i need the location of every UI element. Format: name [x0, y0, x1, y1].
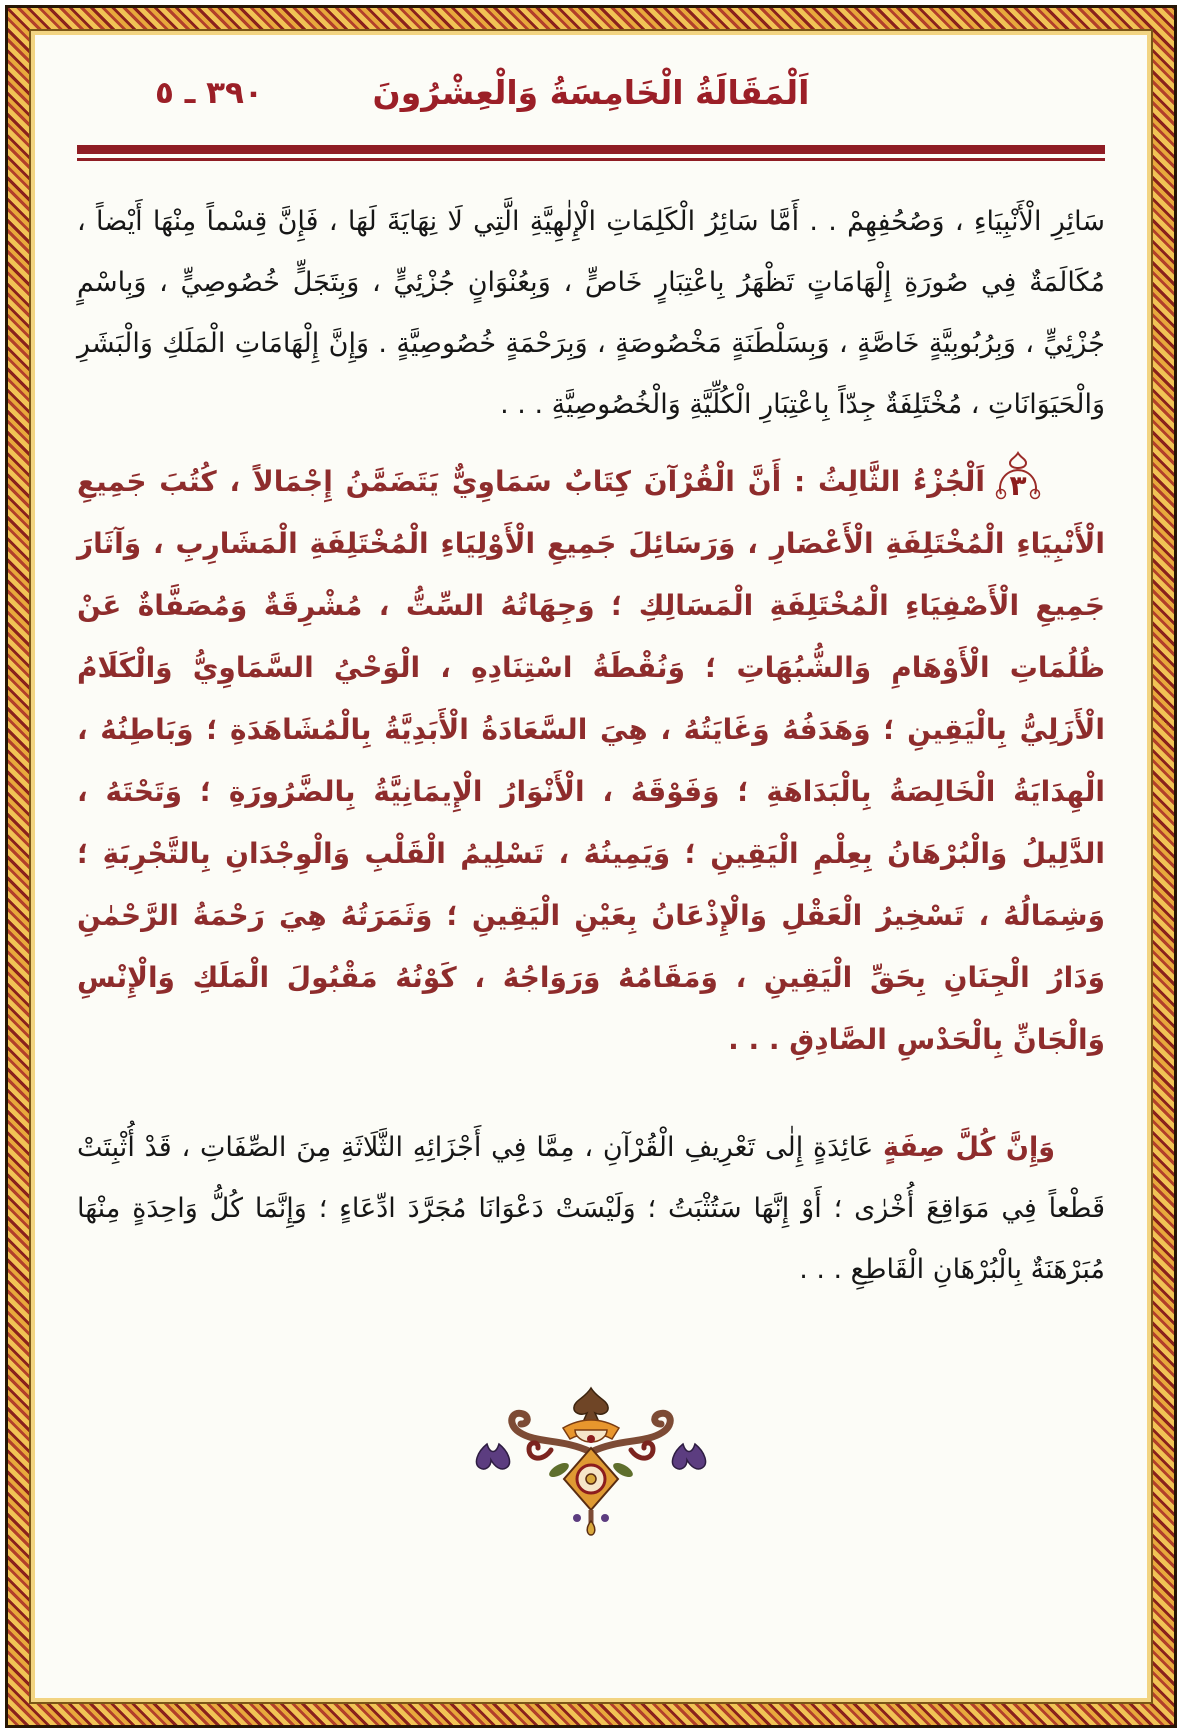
page-number: ٣٩٠ ـ ٥	[155, 75, 263, 111]
content-area	[29, 29, 1153, 1704]
pendant-drop	[587, 1521, 595, 1535]
red-drop	[587, 1435, 595, 1443]
red-spiral-right	[529, 1443, 551, 1458]
header-rule-thin	[77, 158, 1105, 161]
ornamental-border	[5, 5, 1177, 1728]
pendant-bead-right	[573, 1514, 581, 1522]
page-header	[77, 59, 1105, 137]
header-rule-thick	[77, 145, 1105, 154]
red-spiral-left	[631, 1443, 653, 1458]
closing-lead-red: وَإِنَّ كُلَّ صِفَةٍ	[883, 1132, 1055, 1163]
page-title: اَلْمَقَالَةُ الْخَامِسَةُ وَالْعِشْرُونَ	[372, 73, 810, 112]
closing-text: عَائِدَةٍ إِلٰى تَعْرِيفِ الْقُرْآنِ ، مِمَّا فِي أَجْزَائِهِ الثَّلَاثَةِ مِنَ الصِّفَاتِ ، قَدْ أُثْبِتَتْ قَطْعاً فِي مَوَاقِعَ أُخْرٰى ؛ أَوْ إِنَّهَا سَتُثْبَتُ ؛ وَلَيْسَتْ دَعْوَانَا مُجَرَّدَ ادِّعَاءٍ ؛ وَإِنَّمَا كُلُّ وَاحِدَةٍ مِنْهَا مُبَرْهَنَةٌ بِالْبُرْهَانِ الْقَاطِعِ . . .	[77, 1132, 1105, 1285]
pendant-bead-left	[601, 1514, 609, 1522]
section-text: اَلْجُزْءُ الثَّالِثُ : أَنَّ الْقُرْآنَ كِتَابٌ سَمَاوِيٌّ يَتَضَمَّنُ إِجْمَالاً ، كُتُبَ جَمِيعِ الْأَنْبِيَاءِ الْمُخْتَلِفَةِ الْأَعْصَارِ ، وَرَسَائِلَ جَمِيعِ الْأَوْلِيَاءِ الْمُخْتَلِفَةِ الْمَشَارِبِ ، وَآثَارَ جَمِيعِ الْأَصْفِيَاءِ الْمُخْتَلِفَةِ الْمَسَالِكِ ؛ وَجِهَاتُهُ السِّتُّ ، مُشْرِقَةٌ وَمُصَفَّاةٌ عَنْ ظُلُمَاتِ الْأَوْهَامِ وَالشُّبُهَاتِ ؛ وَنُقْطَةُ اسْتِنَادِهِ ، الْوَحْيُ السَّمَاوِيُّ وَالْكَلَامُ الْأَزَلِيُّ بِالْيَقِينِ ؛ وَهَدَفُهُ وَغَايَتُهُ ، هِيَ السَّعَادَةُ الْأَبَدِيَّةُ بِالْمُشَاهَدَةِ ؛ وَبَاطِنُهُ ، الْهِدَايَةُ الْخَالِصَةُ بِالْبَدَاهَةِ ؛ وَفَوْقَهُ ، الْأَنْوَارُ الْإِيمَانِيَّةُ بِالضَّرُورَةِ ؛ وَتَحْتَهُ ، الدَّلِيلُ وَالْبُرْهَانُ بِعِلْمِ الْيَقِينِ ؛ وَيَمِينُهُ ، تَسْلِيمُ الْقَلْبِ وَالْوِجْدَانِ بِالتَّجْرِبَةِ ؛ وَشِمَالُهُ ، تَسْخِيرُ الْعَقْلِ وَالْإِذْعَانُ بِعَيْنِ الْيَقِينِ ؛ وَثَمَرَتُهُ هِيَ رَحْمَةُ الرَّحْمٰنِ وَدَارُ الْجِنَانِ بِحَقِّ الْيَقِينِ ، وَمَقَامُهُ وَرَوَاجُهُ ، كَوْنُهُ مَقْبُولَ الْمَلَكِ وَالْإِنْسِ وَالْجَانِّ بِالْحَدْسِ الصَّادِقِ . . .	[77, 465, 1105, 1056]
medallion-finial	[1010, 453, 1026, 468]
central-dot	[586, 1474, 596, 1484]
finial-trefoil	[574, 1388, 608, 1422]
paragraph-closing	[77, 1117, 1105, 1300]
purple-fleur-right	[476, 1444, 509, 1469]
three-numeral: ٣	[1009, 469, 1027, 502]
paragraph-third-part	[77, 451, 1105, 1071]
purple-fleur-left	[672, 1444, 705, 1469]
paragraph-intro: سَائِرِ الْأَنْبِيَاءِ ، وَصُحُفِهِمْ . . أَمَّا سَائِرُ الْكَلِمَاتِ الْإِلٰهِيَّةِ الَّتِي لَا نِهَايَةَ لَهَا ، فَإِنَّ قِسْماً مِنْهَا أَيْضاً ، مُكَالَمَةٌ فِي صُورَةِ إِلْهَامَاتٍ تَظْهَرُ بِاعْتِبَارٍ خَاصٍّ ، وَبِعُنْوَانٍ جُزْئِيٍّ ، وَبِتَجَلٍّ خُصُوصِيٍّ ، وَبِاسْمٍ جُزْئِيٍّ ، وَبِرُبُوبِيَّةٍ خَاصَّةٍ ، وَبِسَلْطَنَةٍ مَخْصُوصَةٍ ، وَبِرَحْمَةٍ خُصُوصِيَّةٍ . وَإِنَّ إِلْهَامَاتِ الْمَلَكِ وَالْبَشَرِ وَالْحَيَوَانَاتِ ، مُخْتَلِفَةٌ جِدّاً بِاعْتِبَارِ الْكُلِّيَّةِ وَالْخُصُوصِيَّةِ . . .	[77, 206, 1105, 420]
section-marker-medallion	[995, 451, 1041, 503]
bottom-ornament	[77, 1386, 1105, 1540]
arabesque-finial-icon	[471, 1386, 711, 1536]
